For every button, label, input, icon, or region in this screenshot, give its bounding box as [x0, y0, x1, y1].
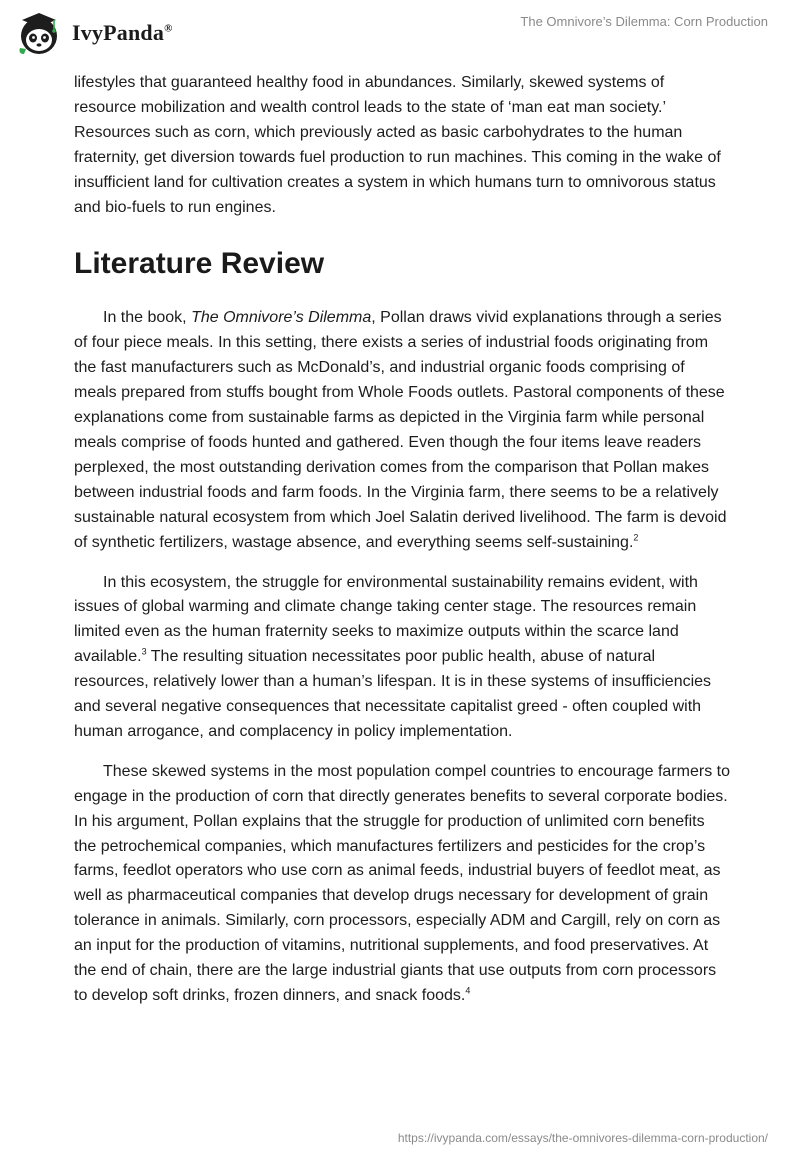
footnote-marker: 4	[465, 985, 471, 996]
source-url-link[interactable]: https://ivypanda.com/essays/the-omnivores-dilemma-corn-production/	[397, 1131, 768, 1145]
essay-body	[74, 71, 730, 1009]
footnote-marker: 3	[141, 646, 147, 657]
brand-name: IvyPanda®	[72, 20, 173, 45]
footnote-marker: 2	[633, 532, 639, 543]
section-heading: Literature Review	[74, 247, 325, 281]
paragraph-3: These skewed systems in the most population compel countries to encourage farmers to engage in the production of corn that directly generates benefits to several corporate bodies. In his argument, Pollan explains that the struggle for production of unlimited corn benefits the petrochemical companies, which manufactures fertilizers and pesticides for the crop’s farms, feedlot operators who use corn as animal feeds, industrial buyers of feedlot meat, as well as pharmaceutical companies that develop drugs necessary for development of grain tolerance in animals. Similarly, corn processors, especially ADM and Cargill, rely on corn as an input for the production of vitamins, nutritional supplements, and food preservatives. At the end of chain, there are the large industrial giants that use outputs from corn processors to develop soft drinks, frozen dinners, and snack foods.$^4$	[74, 762, 730, 1004]
page-header	[0, 0, 800, 62]
intro-paragraph: lifestyles that guaranteed healthy food in abundances. Similarly, skewed systems of resource mobilization and wealth control leads to the state of ‘man eat man society.’ Resources such as corn, which previously acted as basic carbohydrates to the human fraternity, get diversion towards fuel production to run machines. This coming in the wake of insufficient land for cultivation creates a system in which humans turn to omnivorous status and bio-fuels to run engines.	[74, 74, 721, 216]
paragraph-2: In this ecosystem, the struggle for environmental sustainability remains evident, with issues of global warming and climate change taking center stage. The resources remain limited even as the human fraternity seeks to maximize outputs within the scarce land available.$^3$ The resulting situation necessitates poor public health, abuse of natural resources, relatively lower than a human’s lifespan. It is in these systems of insufficiencies and several negative consequences that necessitate capitalist greed - often coupled with human arrogance, and complacency in policy implementation.	[74, 573, 712, 740]
panda-graduation-cap-icon	[14, 8, 64, 58]
paragraph-1: In the book, The Omnivore’s Dilemma, Pollan draws vivid explanations through a series of four piece meals. In this setting, there exists a series of industrial foods originating from the fast manufacturers such as McDonald’s, and industrial organic foods comprising of meals prepared from stuffs bought from Whole Foods outlets. Pastoral components of these explanations come from sustainable farms as depicted in the Virginia farm while personal meals comprise of foods hunted and gathered. Even though the four items leave readers perplexed, the most outstanding derivation comes from the comparison that Pollan makes between industrial foods and farm foods. In the Virginia farm, there seems to be a relatively sustainable natural ecosystem from which Joel Salatin derived livelihood. The farm is devoid of synthetic fertilizers, wastage absence, and everything seems self-sustaining.$^2$	[74, 309, 727, 551]
brand-logo[interactable]	[14, 8, 173, 58]
document-title: The Omnivore’s Dilemma: Corn Production	[520, 14, 768, 29]
book-title: The Omnivore’s Dilemma	[191, 309, 372, 327]
